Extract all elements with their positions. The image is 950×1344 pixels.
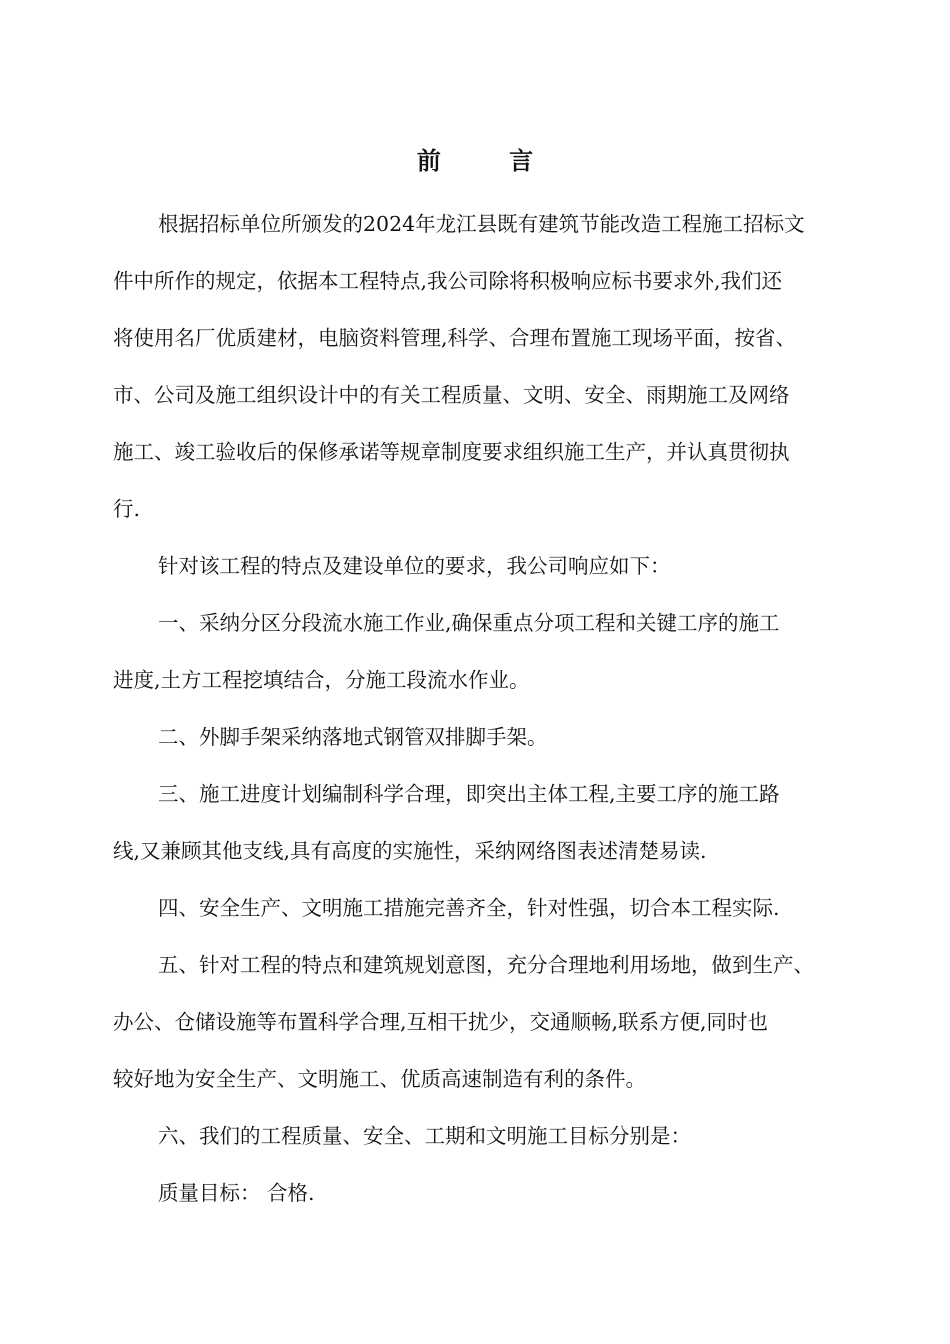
paragraph-response [113,538,848,595]
paragraph-intro [113,196,848,538]
text-line: 施工、竣工验收后的保修承诺等规章制度要求组织施工生产，并认真贯彻执 [113,440,790,464]
paragraph-item-2 [113,709,848,766]
text-line: 市、公司及施工组织设计中的有关工程质量、文明、安全、雨期施工及网络 [113,383,790,407]
text-line: 较好地为安全生产、文明施工、优质高速制造有利的条件。 [113,1067,646,1091]
text-line: 将使用名厂优质建材，电脑资料管理,科学、合理布置施工现场平面，按省、 [113,326,797,350]
paragraph-item-3 [113,766,848,880]
text-line: 六、我们的工程质量、安全、工期和文明施工目标分别是： [158,1124,691,1148]
document-body [113,196,848,1222]
text-line: 质量目标： 合格. [158,1181,315,1205]
text-line: 二、外脚手架采纳落地式钢管双排脚手架。 [158,725,548,749]
text-line: 五、针对工程的特点和建筑规划意图，充分合理地利用场地，做到生产、 [158,953,814,977]
paragraph-item-5 [113,937,848,1108]
text-line: 三、施工进度计划编制科学合理，即突出主体工程,主要工序的施工路 [158,782,780,806]
paragraph-item-1 [113,595,848,709]
text-line: 办公、仓储设施等布置科学合理,互相干扰少，交通顺畅,联系方便,同时也 [113,1010,769,1034]
page-title: 前 言 [416,146,564,175]
text-line: 一、采纳分区分段流水施工作业,确保重点分项工程和关键工序的施工 [158,611,780,635]
text-line: 件中所作的规定，依据本工程特点,我公司除将积极响应标书要求外,我们还 [113,269,783,293]
text-line: 行. [113,497,141,521]
paragraph-quality-goal [113,1165,848,1222]
paragraph-item-6 [113,1108,848,1165]
text-line: 线,又兼顾其他支线,具有高度的实施性，采纳网络图表述清楚易读. [113,839,707,863]
paragraph-item-4 [113,880,848,937]
text-line: 根据招标单位所颁发的2024年龙江县既有建筑节能改造工程施工招标文 [158,212,805,236]
text-line: 进度,土方工程挖填结合，分施工段流水作业。 [113,668,530,692]
text-line: 针对该工程的特点及建设单位的要求，我公司响应如下： [158,554,671,578]
text-line: 四、安全生产、文明施工措施完善齐全，针对性强，切合本工程实际. [158,896,780,920]
